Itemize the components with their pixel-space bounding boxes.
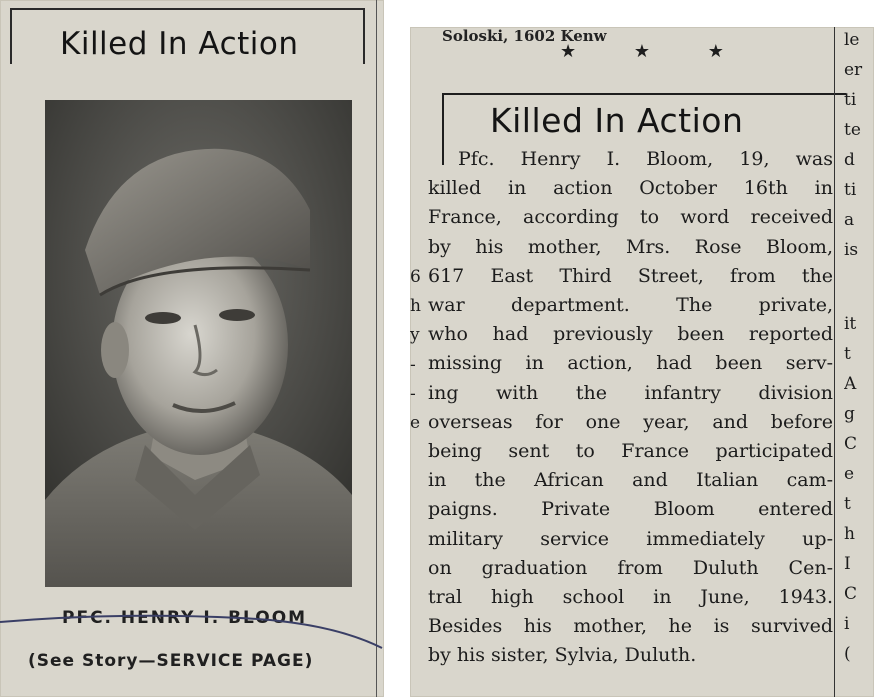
fragment: it <box>844 314 857 334</box>
article-line: overseas for one year, and before <box>428 410 833 433</box>
article-line: in the African and Italian cam- <box>428 469 833 492</box>
caption-see-story: (See Story—SERVICE PAGE) <box>28 651 314 671</box>
fragment: 6 <box>410 267 421 287</box>
fragment: - <box>410 354 416 375</box>
article-line: military service immediately up- <box>428 527 833 550</box>
fragment: le <box>844 30 860 50</box>
caption-name: PFC. HENRY I. BLOOM <box>62 608 308 628</box>
article-line: Pfc. Henry I. Bloom, 19, was <box>458 148 833 170</box>
headline-box-top-rule <box>442 93 846 95</box>
fragment: er <box>844 60 863 80</box>
article-line: paigns. Private Bloom entered <box>428 498 833 521</box>
headline-box-top-rule <box>10 8 365 10</box>
article-line: missing in action, had been serv- <box>428 352 833 375</box>
column-divider <box>834 27 835 697</box>
article-line: tral high school in June, 1943. <box>428 586 833 609</box>
fragment: g <box>844 404 855 424</box>
fragment: C <box>844 434 858 454</box>
fragment: i <box>844 614 850 634</box>
fragment: y <box>410 325 420 346</box>
article-line: by his mother, Mrs. Rose Bloom, <box>428 235 833 258</box>
fragment: t <box>844 494 851 514</box>
right-headline: Killed In Action <box>490 101 744 140</box>
left-headline: Killed In Action <box>60 26 299 62</box>
fragment: ti <box>844 180 857 200</box>
fragment: te <box>844 120 861 140</box>
fragment: h <box>410 296 421 317</box>
article-line: who had previously been reported <box>428 323 833 346</box>
article-line: 617 East Third Street, from the <box>428 264 833 287</box>
article-line: killed in action October 16th in <box>428 177 833 200</box>
fragment: a <box>844 210 855 230</box>
portrait-photo <box>45 100 352 587</box>
fragment: ( <box>844 644 851 664</box>
fragment: ti <box>844 90 857 110</box>
fragment: - <box>410 383 416 404</box>
article-line: by his sister, Sylvia, Duluth. <box>428 644 697 667</box>
fragment: h <box>844 524 855 544</box>
column-divider <box>376 0 377 697</box>
article-line: on graduation from Duluth Cen- <box>428 556 833 579</box>
fragment: I <box>844 554 851 574</box>
fragment: A <box>844 374 857 394</box>
fragment: d <box>844 150 855 170</box>
headline-box-left-rule <box>10 8 12 64</box>
headline-box-right-rule <box>363 8 365 64</box>
article-line: being sent to France participated <box>428 440 833 463</box>
right-column-fragments-top <box>844 27 874 265</box>
left-clipping <box>0 0 384 697</box>
article-line: war department. The private, <box>428 294 833 317</box>
fragment: e <box>410 413 421 434</box>
article-line: ing with the infantry division <box>428 381 833 404</box>
right-column-fragments-bottom <box>844 309 874 669</box>
right-clipping <box>410 27 874 697</box>
fragment: C <box>844 584 858 604</box>
left-column-fragments <box>410 263 424 438</box>
star-separator: ★ ★ ★ <box>560 41 750 62</box>
previous-article-line: Soloski, 1602 Kenw <box>442 27 607 45</box>
fragment: is <box>844 240 859 260</box>
fragment: t <box>844 344 851 364</box>
article-line: Besides his mother, he is survived <box>428 615 833 638</box>
article-line: France, according to word received <box>428 206 833 229</box>
fragment: e <box>844 464 855 484</box>
article-body <box>428 145 833 671</box>
